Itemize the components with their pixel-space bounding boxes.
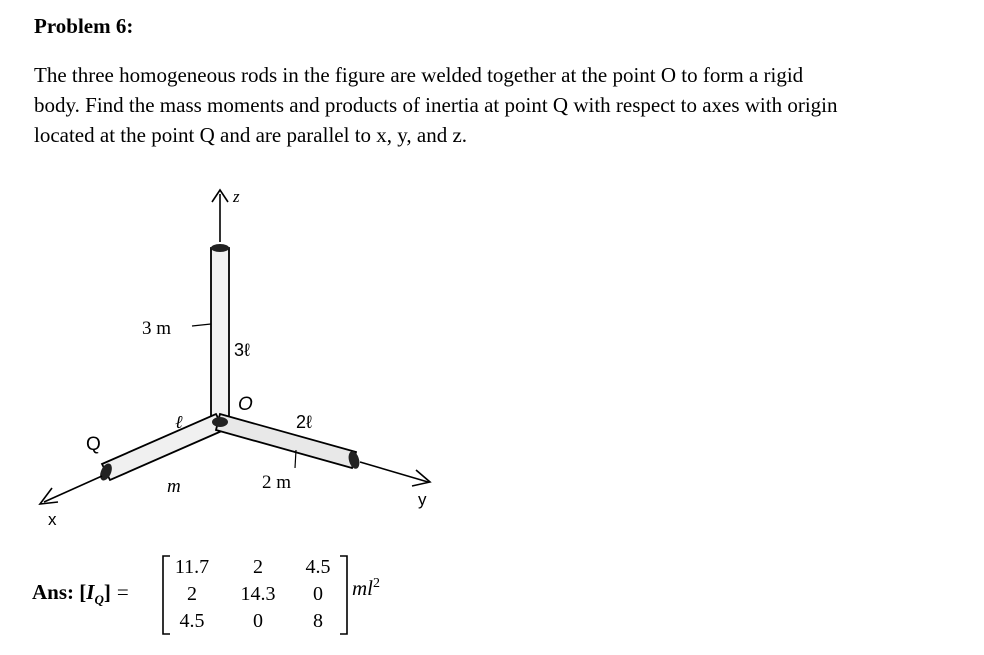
matrix-cell-r2c1: 2 — [187, 583, 197, 605]
rod-x-mass-label: m — [167, 476, 181, 497]
x-axis-arrowhead — [40, 488, 58, 504]
matrix-cell-r1c1: 11.7 — [174, 556, 210, 578]
answer-prefix: Ans: [ — [32, 580, 87, 604]
problem-heading: Problem 6: — [34, 14, 134, 38]
answer-unit — [352, 576, 380, 601]
answer-equals: = — [116, 580, 129, 604]
joint-o — [212, 417, 228, 427]
rod-y — [216, 414, 356, 468]
rod-x-length-label: ℓ — [175, 412, 183, 432]
unit-base: ml — [352, 576, 373, 600]
answer-subscript: Q — [94, 592, 104, 608]
z-axis-label: z — [233, 187, 240, 206]
rod-z — [211, 248, 229, 420]
statement-line-1: The three homogeneous rods in the figure are welded together at the point O to form a rigid — [34, 63, 804, 87]
rod-y-mass-label: 2 m — [262, 472, 292, 493]
rod-z-mass-label: 3 m — [142, 318, 172, 339]
matrix-cell-r2c3: 0 — [313, 583, 323, 605]
matrix-cell-r1c2: 2 — [253, 556, 263, 578]
rod-y-length-label: 2ℓ — [296, 412, 312, 432]
matrix-cell-r1c3: 4.5 — [305, 556, 331, 578]
matrix-cell-r3c1: 4.5 — [179, 610, 205, 632]
unit-exponent: 2 — [373, 576, 380, 591]
statement-line-3: located at the point Q and are parallel to x, y, and z. — [34, 123, 468, 147]
y-axis-label: y — [418, 490, 427, 509]
matrix-cell-r3c2: 0 — [253, 610, 263, 632]
matrix-cell-r2c2: 14.3 — [240, 583, 276, 605]
statement-line-2: body. Find the mass moments and products of inertia at point Q with respect to axes with origin — [34, 93, 838, 117]
x-axis-line — [44, 476, 102, 502]
answer-label — [32, 580, 129, 608]
rod-z-mass-leader — [192, 324, 211, 326]
matrix-cell-r3c3: 8 — [313, 610, 323, 632]
rod-z-end-cap — [211, 244, 229, 252]
answer-symbol: I — [86, 580, 95, 604]
x-axis-label: x — [48, 510, 57, 529]
point-o-label: O — [238, 394, 253, 415]
rod-x — [102, 414, 224, 480]
point-q-label: Q — [86, 434, 101, 455]
rod-z-length-label: 3ℓ — [234, 340, 250, 360]
rod-figure — [30, 180, 450, 530]
answer-suffix: ] — [103, 580, 111, 604]
problem-statement — [34, 60, 969, 150]
